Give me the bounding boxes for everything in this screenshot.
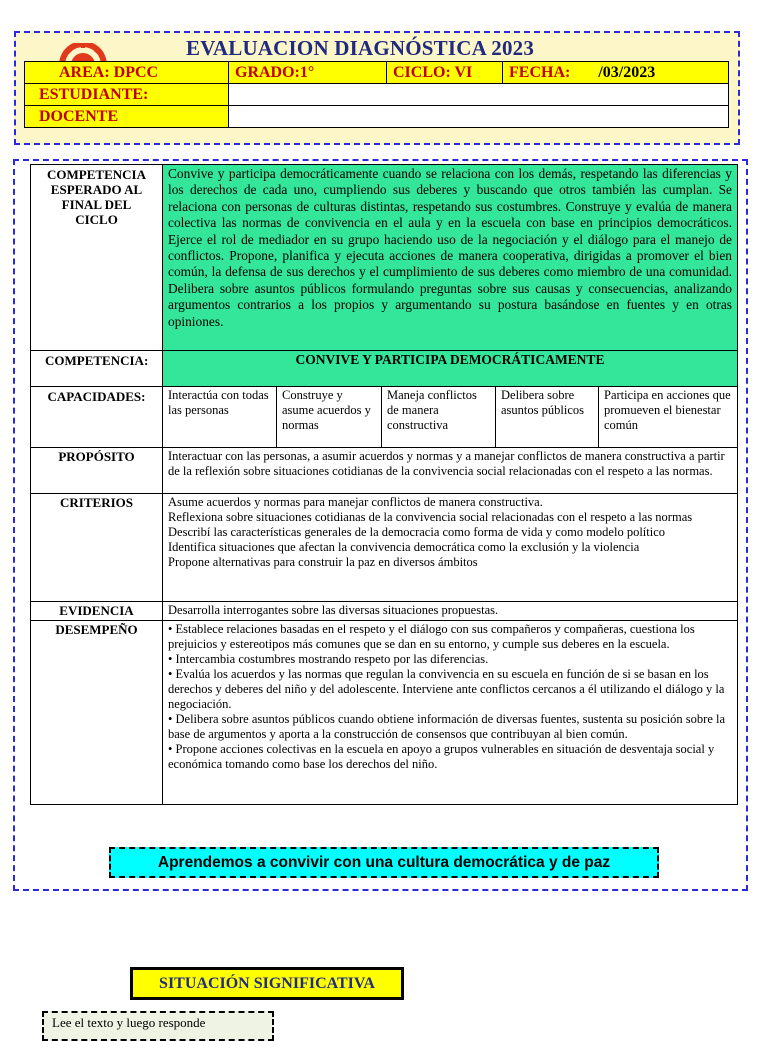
situacion-significativa-title: SITUACIÓN SIGNIFICATIVA [130,967,404,1000]
page-title: EVALUACION DIAGNÓSTICA 2023 [186,36,535,60]
fecha-value: /03/2023 [598,63,656,81]
desempeno-item: • Delibera sobre asuntos públicos cuando obtiene información de diversas fuentes, sustenta su posición sobre la base de argumentos y aporta a la construcción de consensos que contribuyan al bien común. [168,712,726,741]
docente-field[interactable] [229,106,729,128]
capacidad-item: Maneja conflictos de manera constructiva [382,387,496,448]
area-label: AREA: DPCC [25,62,229,84]
desempeno-item: • Intercambia costumbres mostrando respeto por las diferencias. [168,652,489,666]
desempeno-item: • Evalúa los acuerdos y las normas que regulan la convivencia en su escuela en función de si se basan en los derechos y deberes del niño y del adolescente. Interviene ante conflictos cercanos a él utilizando el diálogo y la negociación. [168,667,725,711]
criterio-item: Asume acuerdos y normas para manejar conflictos de manera constructiva. [168,495,543,509]
competency-table [30,164,738,805]
estudiante-field[interactable] [229,84,729,106]
capacidad-item: Construye y asume acuerdos y normas [277,387,382,448]
fecha-label: FECHA: [509,63,571,81]
capacidad-item: Delibera sobre asuntos públicos [496,387,599,448]
docente-label: DOCENTE [25,106,229,128]
competencia-label: COMPETENCIA: [31,351,163,387]
student-info-table [24,61,729,128]
criterio-item: Reflexiona sobre situaciones cotidianas de la convivencia social relacionadas con el respeto a las normas [168,510,693,524]
motto-banner: Aprendemos a convivir con una cultura democrática y de paz [109,847,659,878]
criterio-item: Describí las características generales de la democracia como forma de vida y como modelo político [168,525,666,539]
desempeno-label: DESEMPEÑO [31,621,163,805]
estudiante-label: ESTUDIANTE: [25,84,229,106]
proposito-label: PROPÓSITO [31,448,163,494]
desempeno-list [163,621,738,805]
competencia-text: CONVIVE Y PARTICIPA DEMOCRÁTICAMENTE [163,351,738,387]
evidencia-label: EVIDENCIA [31,602,163,621]
criterio-item: Identifica situaciones que afectan la convivencia democrática como la exclusión y la violencia [168,540,640,554]
desempeno-item: • Establece relaciones basadas en el respeto y el diálogo con sus compañeros y compañeras, cuestiona los prejuicios y estereotipos más comunes que se dan en su entorno, y cumple sus deberes en la escuela. [168,622,695,651]
capacidad-item: Interactúa con todas las personas [163,387,277,448]
criterio-item: Propone alternativas para construir la paz en diversos ámbitos [168,555,478,569]
criterios-list [163,494,738,602]
competencia-esperado-label: COMPETENCIA ESPERADO AL FINAL DEL CICLO [31,165,163,351]
fecha-cell [503,62,729,84]
desempeno-item: • Propone acciones colectivas en la escuela en apoyo a grupos vulnerables en situación de desventaja social y económica tomando como base los derechos del niño. [168,742,715,771]
competencia-esperado-text: Convive y participa democráticamente cuando se relaciona con los demás, respetando las diferencias y los derechos de cada uno, cumpliendo sus deberes y buscando que otros también las cumplan. Se relaciona con personas de culturas distintas, respetando sus costumbres. Construye y evalúa de manera colectiva las normas de convivencia en el aula y en la escuela con base en principios democráticos. Ejerce el rol de mediador en su grupo haciendo uso de la negociación y el diálogo para el manejo de conflictos. Propone, planifica y ejecuta acciones de manera cooperativa, dirigidas a promover el bien común, la defensa de sus derechos y el cumplimiento de sus deberes como miembro de una comunidad. Delibera sobre asuntos públicos formulando preguntas sobre sus causas y consecuencias, analizando argumentos contrarios a los propios y argumentando su postura basándose en fuentes y en otras opiniones. [163,165,738,351]
instruction-box: Lee el texto y luego responde [42,1011,274,1041]
proposito-text: Interactuar con las personas, a asumir acuerdos y normas y a manejar conflictos de manera constructiva a partir de la reflexión sobre situaciones cotidianas de la convivencia social relacionadas con el respeto a las normas. [163,448,738,494]
evidencia-text: Desarrolla interrogantes sobre las diversas situaciones propuestas. [163,602,738,621]
capacidad-item: Participa en acciones que promueven el bienestar común [599,387,738,448]
capacidades-label: CAPACIDADES: [31,387,163,448]
ciclo-label: CICLO: VI [387,62,503,84]
grado-label: GRADO:1° [229,62,387,84]
criterios-label: CRITERIOS [31,494,163,602]
